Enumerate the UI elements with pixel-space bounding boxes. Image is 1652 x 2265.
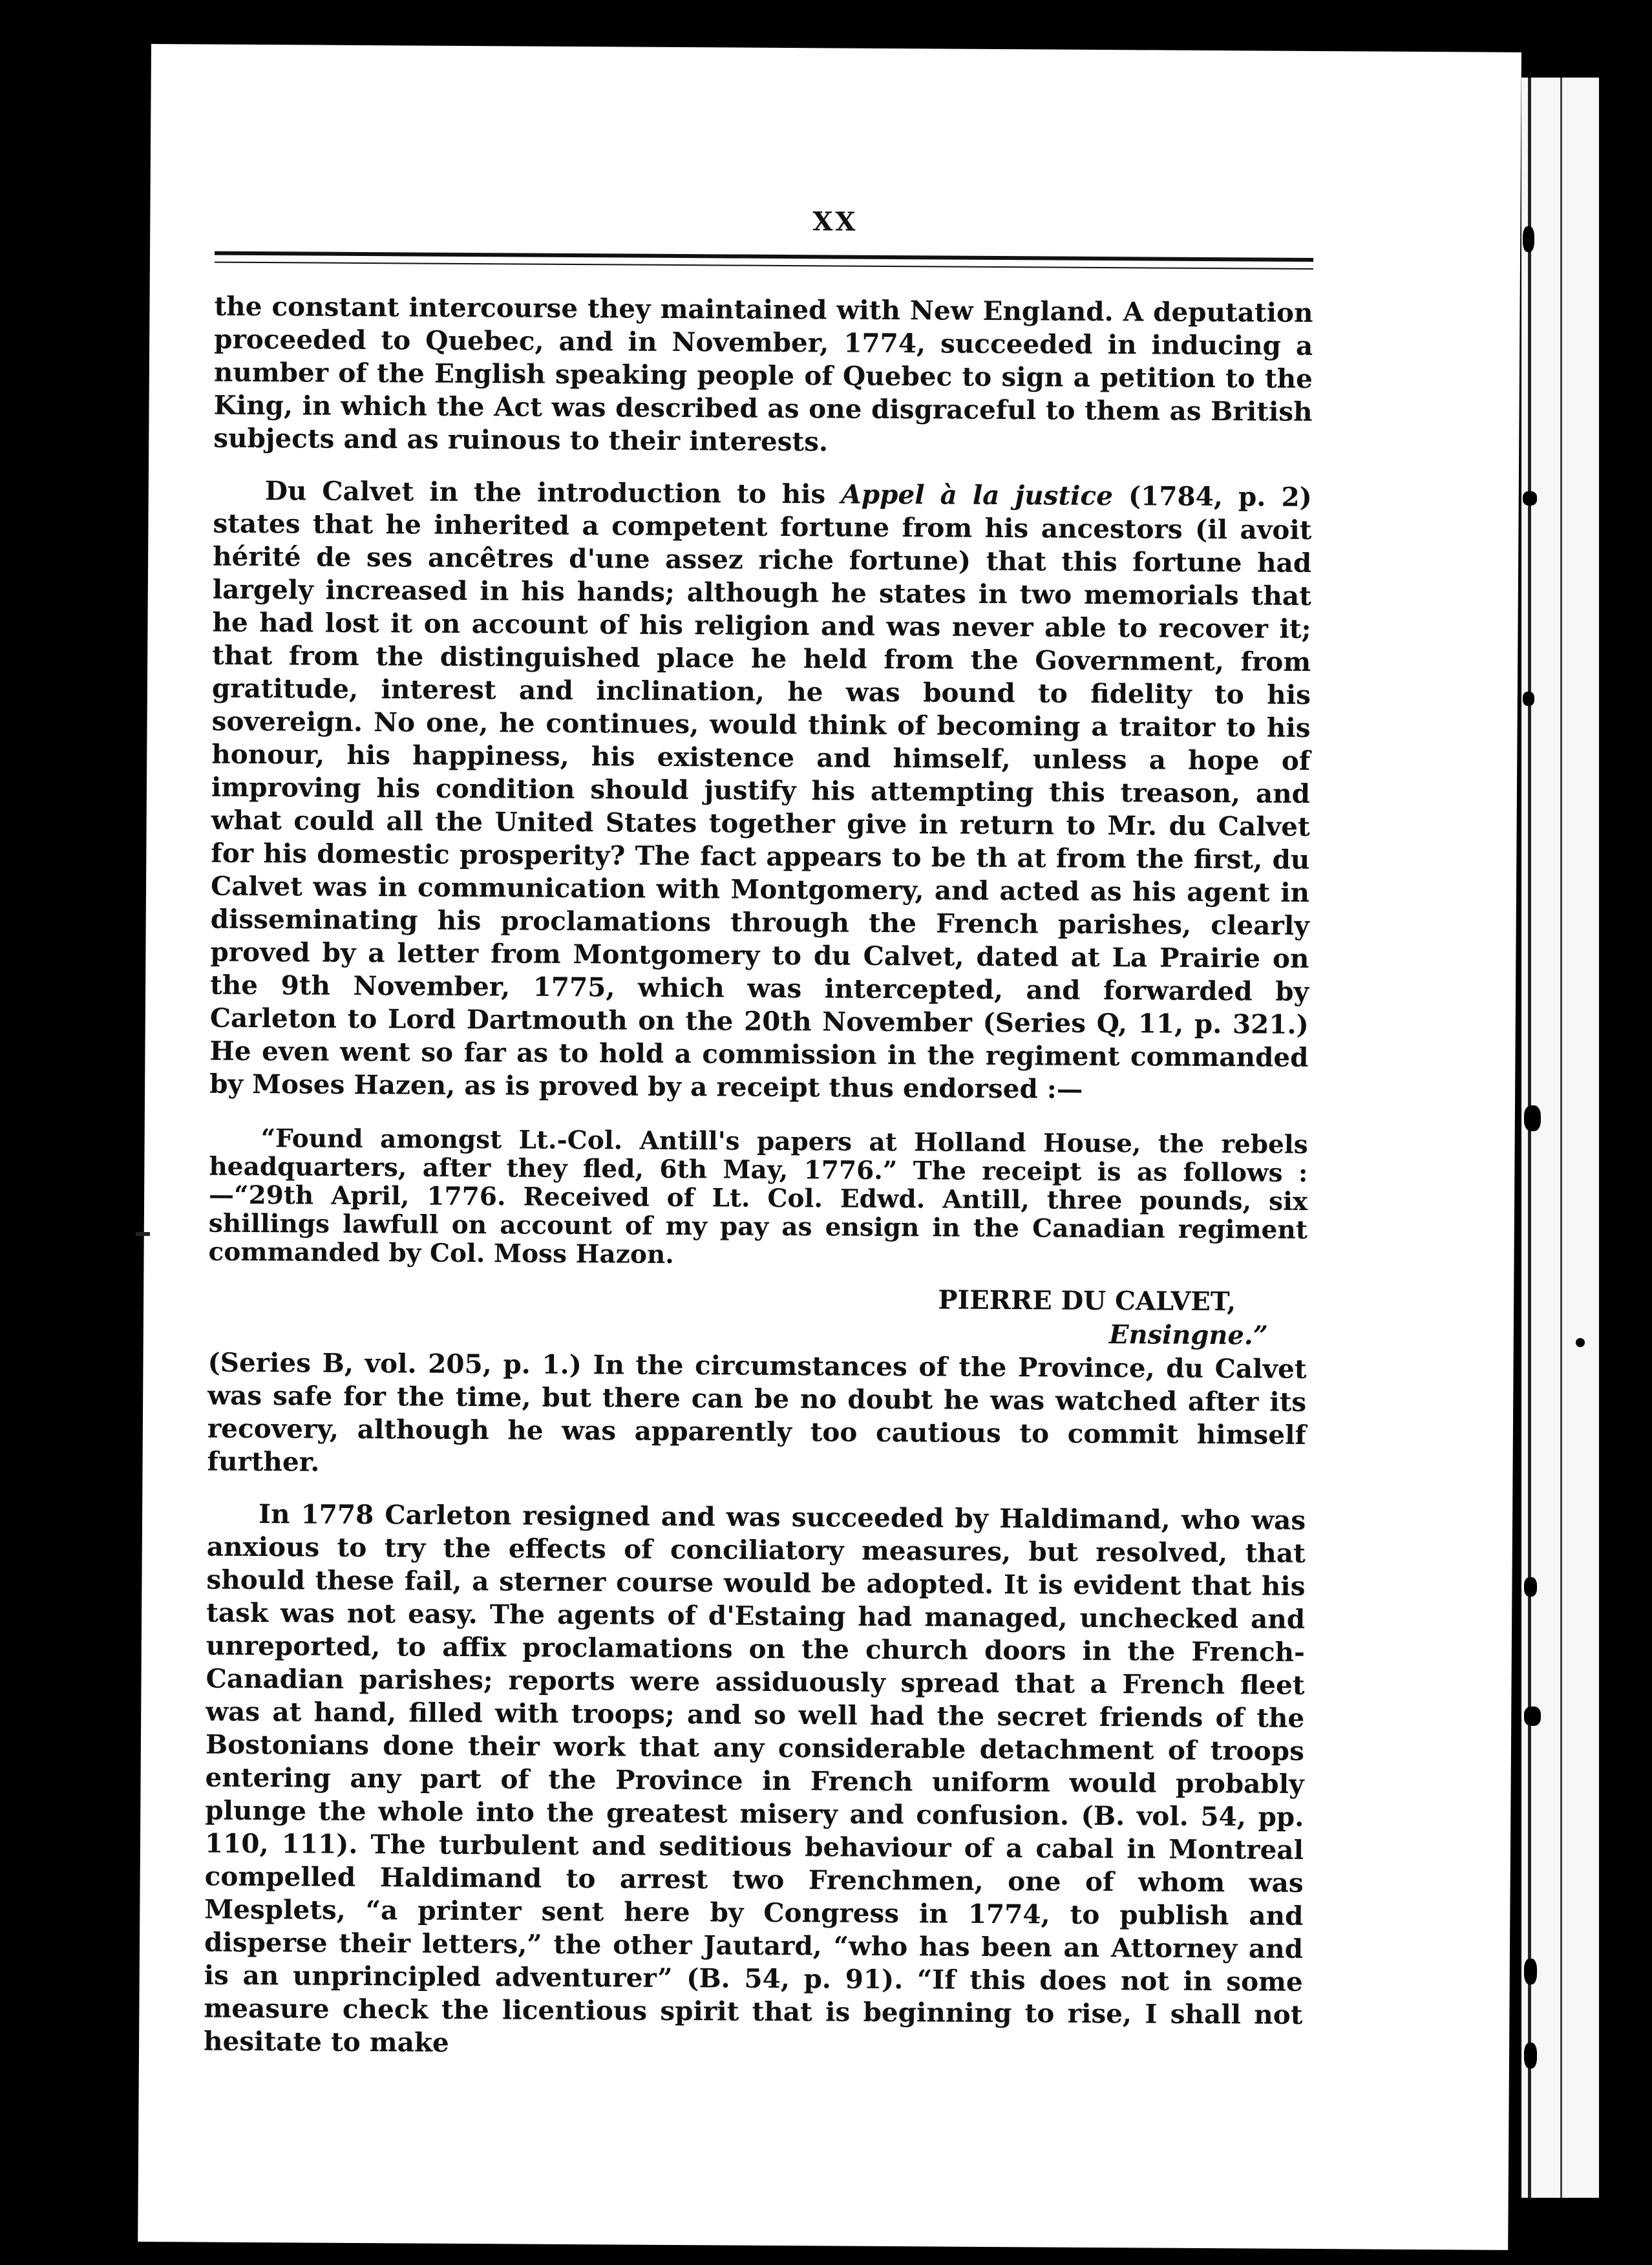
ink-blot	[1523, 491, 1537, 505]
header-rule-thick	[215, 251, 1313, 262]
signature-title: Ensingne.”	[1108, 1319, 1268, 1351]
ink-dot	[1576, 1338, 1585, 1347]
paragraph-2-rest: (1784, p. 2) states that he inherited a competent fortune from his ancestors (il avoit hérité de ses ancêtres d'une assez riche fortune) that this fortune had largely increased in his hands; although he states in two memorials that he had lost it on account of his religion and was never able to recover it; that from the distinguished place he held from the Government, from gratitude, interest and inclination, he was bound to fidelity to his sovereign. No one, he continues, would think of becoming a traitor to his honour, his happiness, his existence and himself, unless a hope of improving his condition should justify his attempting this treason, and what could all the United States together give in return to Mr. du Calvet for his domestic prosperity? The fact appears to be th at from the first, du Calvet was in communication with Montgomery, and acted as his agent in disseminating his proclamations through the French parishes, clearly proved by a letter from Montgomery to du Calvet, dated at La Prairie on the 9th November, 1775, which was intercepted, and forwarded by Carleton to Lord Dartmouth on the 20th November (Series Q, 11, p. 321.) He even went so far as to hold a commission in the regiment commanded by Moses Hazen, as is proved by a receipt thus endorsed :—	[209, 480, 1312, 1105]
ink-blot	[1523, 692, 1534, 706]
quote-text: “Found amongst Lt.-Col. Antill's papers at Holland House, the rebels headquarters, after they fled, 6th May, 1776.” The receipt is as follows :—“29th April, 1776. Received of Lt. Col. Edwd. Antill, three pounds, six shillings lawfull on account of my pay as ensign in the Canadian regiment commanded by Col. Moss Hazon.	[208, 1123, 1308, 1270]
block-quote	[208, 1124, 1308, 1273]
paragraph-1: the constant intercourse they maintained with New England. A deputation proceeded to Quebec, and in November, 1774, succeeded in inducing a number of the English speaking people of Quebec to sign a petition to the King, in which the Act was described as one disgraceful to them as British subjects and as ruinous to their interests.	[213, 290, 1313, 458]
paragraph-2	[209, 474, 1312, 1107]
adjacent-page-edge	[1521, 78, 1599, 2198]
book-title: Appel à la justice	[841, 478, 1114, 512]
margin-mark	[136, 1232, 150, 1236]
header-rule-thin	[215, 262, 1313, 270]
ink-blot	[1524, 2043, 1537, 2068]
document-page	[138, 44, 1521, 2250]
paragraph-3: (Series B, vol. 205, p. 1.) In the circumstances of the Province, du Calvet was safe for the time, but there can be no doubt he was watched after its recovery, although he was apparently too cautious to commit himself further.	[207, 1346, 1307, 1478]
signature-block	[208, 1279, 1308, 1353]
ink-blot	[1524, 1577, 1537, 1597]
body-text	[204, 290, 1313, 2065]
signature-name: PIERRE DU CALVET,	[938, 1284, 1236, 1317]
page-edge-line	[1528, 78, 1531, 2198]
ink-blot	[1524, 1707, 1541, 1726]
ink-blot	[1524, 1105, 1541, 1131]
paragraph-4: In 1778 Carleton resigned and was succeeded by Haldimand, who was anxious to try the effects of conciliatory measures, but resolved, that should these fail, a sterner course would be adopted. It is evident that his task was not easy. The agents of d'Estaing had managed, unchecked and unreported, to affix proclamations on the church doors in the French-Canadian parishes; reports were assiduously spread that a French fleet was at hand, filled with troops; and so well had the secret friends of the Bostonians done their work that any considerable detachment of troops entering any part of the Province in French uniform would probably plunge the whole into the greatest misery and confusion. (B. vol. 54, pp. 110, 111). The turbulent and seditious behaviour of a cabal in Montreal compelled Haldimand to arrest two Frenchmen, one of whom was Mesplets, “a printer sent here by Congress in 1774, to publish and disperse their letters,” the other Jautard, “who has been an Attorney and is an unprincipled adventurer” (B. 54, p. 91). “If this does not in some measure check the licentious spirit that is beginning to rise, I shall not hesitate to make	[203, 1498, 1306, 2058]
page-edge-line-inner	[1560, 78, 1562, 2198]
paragraph-2-start: Du Calvet in the introduction to his	[264, 475, 842, 510]
ink-blot	[1524, 1959, 1537, 1984]
ink-blot	[1523, 226, 1534, 252]
page-number: XX	[812, 206, 858, 237]
